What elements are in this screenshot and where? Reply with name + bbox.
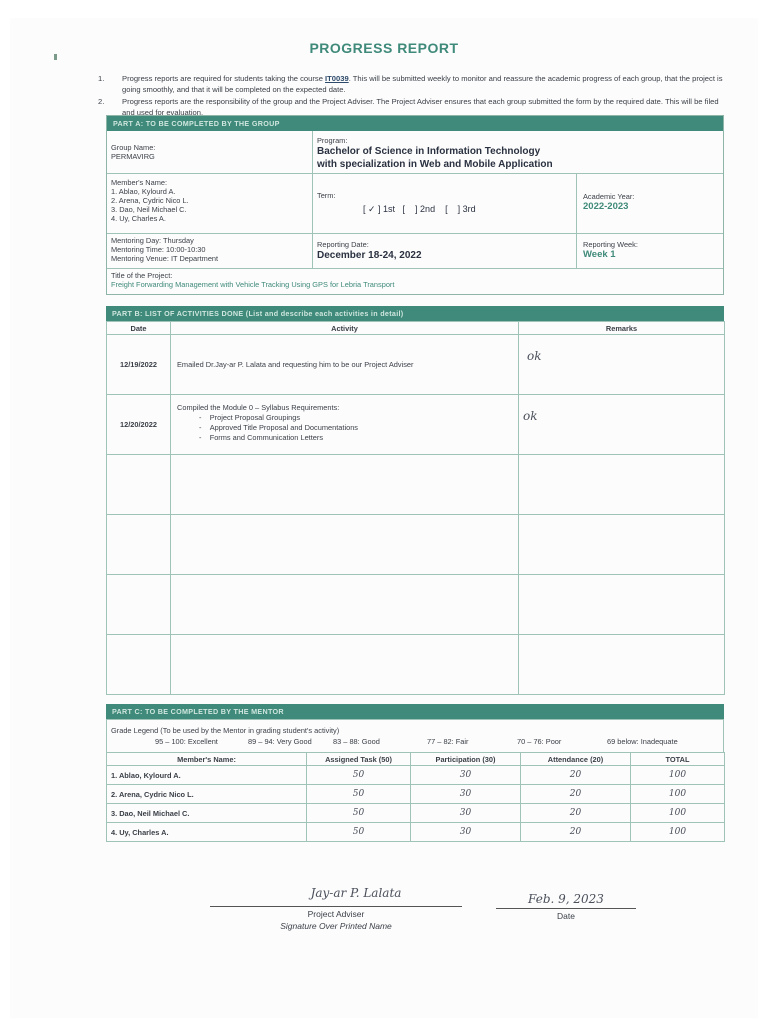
header-member-name: Member's Name: [107, 753, 307, 766]
table-row [107, 395, 725, 455]
date-signature-block [496, 886, 636, 921]
table-row [107, 335, 725, 395]
date-line [496, 908, 636, 909]
grades-table [106, 752, 725, 842]
header-attendance: Attendance (20) [521, 753, 631, 766]
activities-table [106, 321, 725, 695]
document-page [10, 18, 758, 1018]
total-score: 100 [631, 785, 725, 804]
activity-bullet-text: Approved Title Proposal and Documentations [209, 423, 358, 432]
activity-remark [519, 395, 725, 455]
member-item: 3. Dao, Neil Michael C. [111, 205, 187, 214]
participation-score: 30 [411, 766, 521, 785]
activity-bullet-text: Forms and Communication Letters [209, 433, 324, 442]
part-b-section [106, 306, 724, 694]
mentoring-day: Mentoring Day: Thursday [111, 236, 194, 245]
table-row [107, 766, 725, 785]
activities-header-row [107, 322, 725, 335]
total-score: 100 [631, 823, 725, 842]
member-name: 2. Arena, Cydric Nico L. [107, 785, 307, 804]
reporting-week-value: Week 1 [583, 249, 616, 260]
members-label: Member's Name: [111, 178, 168, 187]
instruction-number: 1. [98, 74, 105, 83]
instructions [98, 74, 726, 120]
instruction-item-1 [98, 74, 726, 95]
assigned-task-score: 50 [307, 804, 411, 823]
table-row [107, 515, 725, 575]
academic-year-cell [577, 174, 723, 234]
legend-inadequate: 69 below: Inadequate [607, 737, 678, 746]
attendance-score: 20 [521, 766, 631, 785]
group-name-value: PERMAVIRG [111, 152, 155, 161]
activity-bullet: - Project Proposal Groupings [199, 413, 301, 422]
reporting-date-value: December 18-24, 2022 [317, 250, 422, 261]
adviser-signature: Jay-ar P. Lalata [310, 886, 402, 900]
term-cell [313, 174, 577, 234]
activity-bullet-text: Project Proposal Groupings [209, 413, 301, 422]
group-name-cell [107, 131, 313, 174]
grade-legend-scale [111, 736, 723, 747]
program-label: Program: [317, 136, 348, 145]
header-total: TOTAL [631, 753, 725, 766]
attendance-score: 20 [521, 823, 631, 842]
grades-header-row [107, 753, 725, 766]
member-item: 2. Arena, Cydric Nico L. [111, 196, 189, 205]
activity-date: 12/19/2022 [107, 335, 171, 395]
activity-bullet: - Forms and Communication Letters [199, 433, 324, 442]
total-score: 100 [631, 766, 725, 785]
part-c-band: PART C: TO BE COMPLETED BY THE MENTOR [106, 704, 724, 719]
participation-score: 30 [411, 823, 521, 842]
assigned-task-score: 50 [307, 785, 411, 804]
activity-remark [519, 335, 725, 395]
term-value: [ ✓ ] 1st [ ] 2nd [ ] 3rd [363, 204, 476, 214]
part-a-section [106, 115, 724, 295]
instruction-text-pre: Progress reports are required for students taking the course [122, 74, 326, 83]
activity-bullet: - Approved Title Proposal and Documentations [199, 423, 358, 432]
page-title: PROGRESS REPORT [309, 40, 459, 56]
header-activity: Activity [171, 322, 519, 335]
program-cell [313, 131, 723, 174]
reporting-date-label: Reporting Date: [317, 240, 369, 249]
activity-text: Compiled the Module 0 – Syllabus Requirements: [177, 403, 340, 412]
adviser-signature-block [210, 886, 462, 931]
grade-legend [106, 719, 724, 752]
header-participation: Participation (30) [411, 753, 521, 766]
attendance-score: 20 [521, 804, 631, 823]
total-score: 100 [631, 804, 725, 823]
date-label: Date [557, 911, 575, 921]
mentoring-venue: Mentoring Venue: IT Department [111, 254, 219, 263]
activity-description [171, 335, 519, 395]
adviser-signature-line [210, 906, 462, 907]
member-name: 4. Uy, Charles A. [107, 823, 307, 842]
instruction-number: 2. [98, 97, 105, 106]
members-cell [107, 174, 313, 234]
activity-date: 12/20/2022 [107, 395, 171, 455]
attendance-score: 20 [521, 785, 631, 804]
part-a-band: PART A: TO BE COMPLETED BY THE GROUP [107, 116, 723, 131]
table-row [107, 575, 725, 635]
participation-score: 30 [411, 785, 521, 804]
mentoring-time: Mentoring Time: 10:00-10:30 [111, 245, 206, 254]
activity-description [171, 395, 519, 455]
part-b-band: PART B: LIST OF ACTIVITIES DONE (List and describe each activities in detail) [106, 306, 724, 321]
term-label: Term: [317, 191, 336, 200]
header-assigned-task: Assigned Task (50) [307, 753, 411, 766]
reporting-week-cell [577, 234, 723, 269]
table-row [107, 455, 725, 515]
table-row [107, 635, 725, 695]
academic-year-label: Academic Year: [583, 192, 635, 201]
project-title-cell [107, 269, 723, 294]
instruction-text-post: . This will be submitted weekly to monitor and reassure the academic progress of each group, that the project is going smoothly, and that it will be completed on the expected date. [122, 74, 723, 94]
table-row [107, 785, 725, 804]
program-value-line-2: with specialization in Web and Mobile Application [317, 159, 553, 170]
member-item: 4. Uy, Charles A. [111, 214, 166, 223]
remark-initials: ok [523, 409, 538, 423]
participation-score: 30 [411, 804, 521, 823]
legend-fair: 77 – 82: Fair [427, 737, 469, 746]
group-name-label: Group Name: [111, 143, 156, 152]
member-name: 3. Dao, Neil Michael C. [107, 804, 307, 823]
course-code: IT0039 [325, 74, 349, 83]
mentoring-cell [107, 234, 313, 269]
academic-year-value: 2022-2023 [583, 201, 629, 212]
project-title-label: Title of the Project: [111, 271, 173, 280]
legend-very-good: 89 – 94: Very Good [248, 737, 312, 746]
table-row [107, 804, 725, 823]
reporting-date-cell [313, 234, 577, 269]
signed-date: Feb. 9, 2023 [528, 892, 604, 906]
reporting-week-label: Reporting Week: [583, 240, 638, 249]
assigned-task-score: 50 [307, 823, 411, 842]
activity-text: Emailed Dr.Jay-ar P. Lalata and requesting him to be our Project Adviser [177, 360, 414, 369]
instruction-text: Progress reports are the responsibility of the group and the Project Adviser. The Project Adviser ensures that each group submitted the form by the required date. This will be filed and used for evaluation. [122, 97, 719, 117]
adviser-label: Project Adviser [307, 909, 365, 919]
member-name: 1. Ablao, Kylourd A. [107, 766, 307, 785]
assigned-task-score: 50 [307, 766, 411, 785]
adviser-sublabel: Signature Over Printed Name [280, 921, 392, 931]
part-c-section [106, 704, 724, 850]
header-date: Date [107, 322, 171, 335]
legend-good: 83 – 88: Good [333, 737, 380, 746]
remark-initials: ok [527, 349, 542, 363]
member-item: 1. Ablao, Kylourd A. [111, 187, 176, 196]
grade-legend-title: Grade Legend (To be used by the Mentor in grading student's activity) [111, 726, 340, 735]
project-title-value: Freight Forwarding Management with Vehicle Tracking Using GPS for Lebria Transport [111, 280, 395, 289]
legend-excellent: 95 – 100: Excellent [155, 737, 218, 746]
header-remarks: Remarks [519, 322, 725, 335]
legend-poor: 70 – 76: Poor [517, 737, 562, 746]
table-row [107, 823, 725, 842]
program-value-line-1: Bachelor of Science in Information Technology [317, 146, 541, 157]
